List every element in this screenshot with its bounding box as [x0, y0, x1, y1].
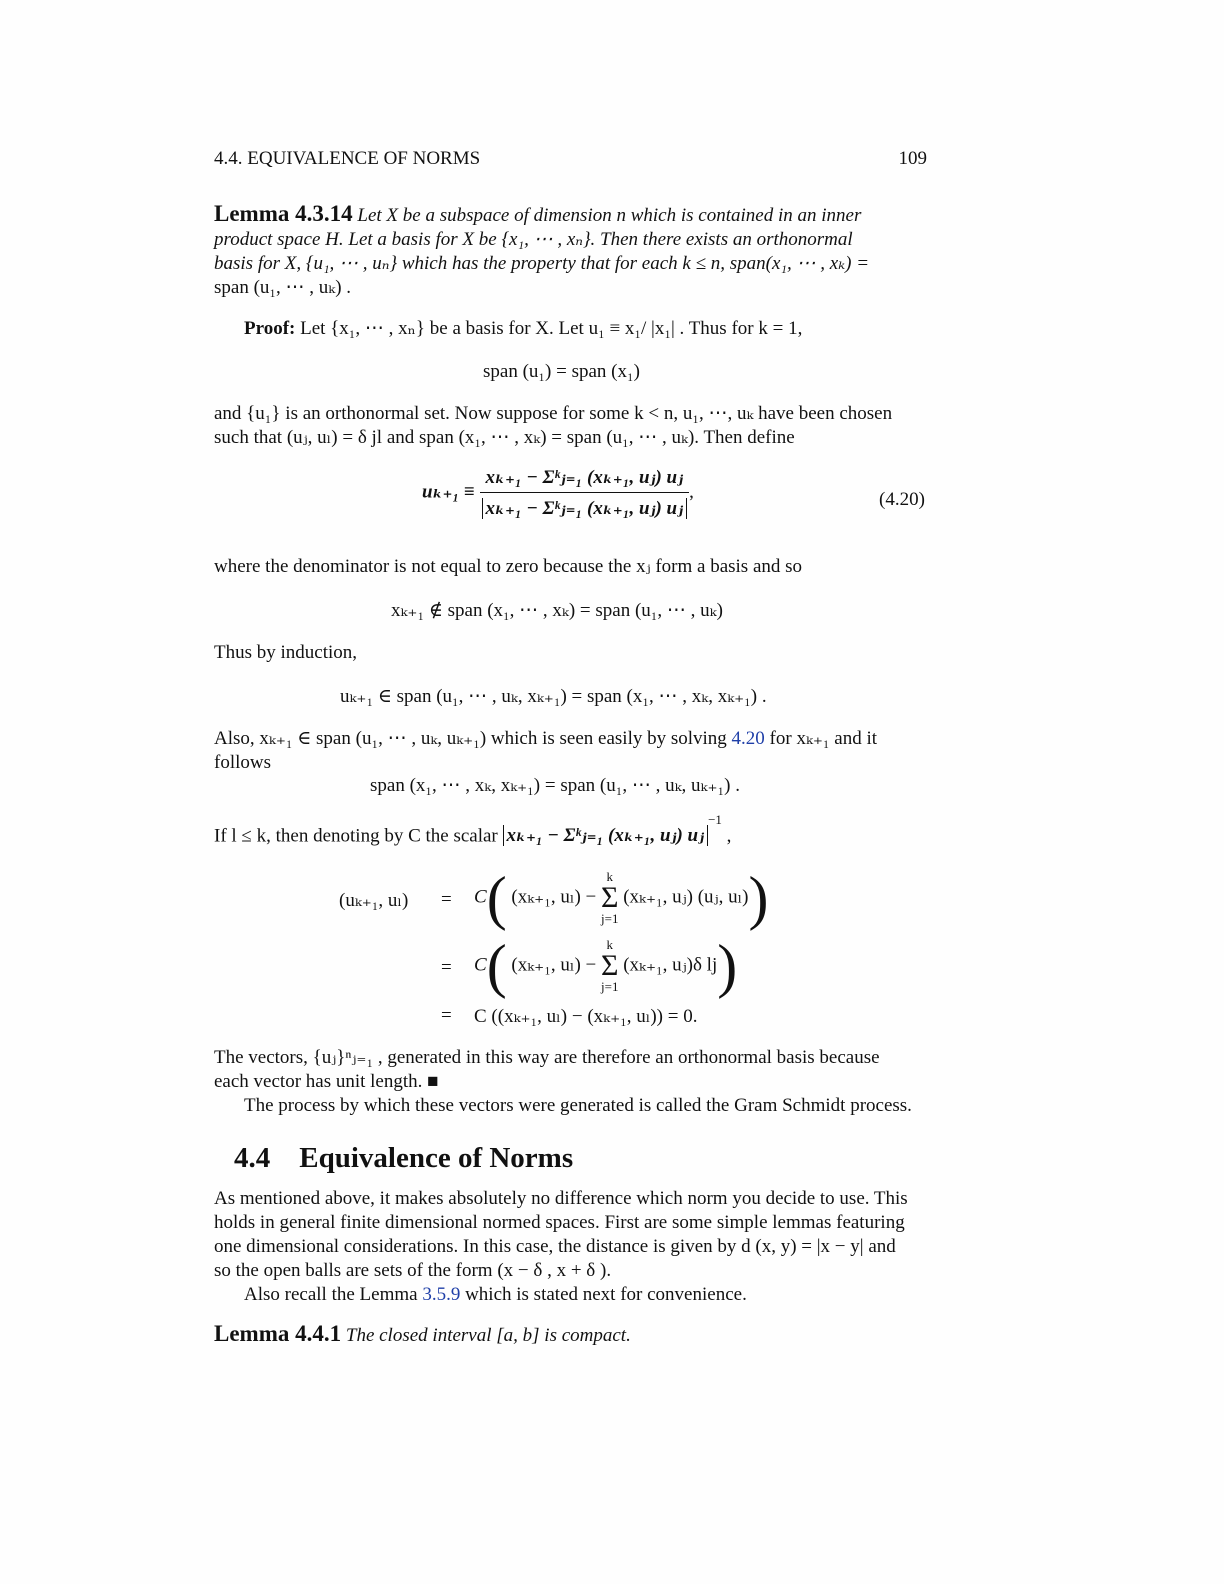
proof-label: Proof: [244, 318, 296, 339]
proof-scalar-line: If l ≤ k, then denoting by C the scalar xₖ₊₁ − Σᵏⱼ₌₁ (xₖ₊₁, uⱼ) uⱼ$^{-1}$ , [214, 812, 732, 847]
eq-denominator: xₖ₊₁ − Σᵏⱼ₌₁ (xₖ₊₁, uⱼ) uⱼ [482, 498, 688, 519]
align-row-2: C( (xₖ₊₁, uₗ) − k Σ j=1 (xₖ₊₁, uⱼ)δ lj) [474, 933, 738, 999]
align-eq-sign: = [441, 889, 452, 910]
text-line: Thus by induction, [214, 642, 358, 663]
align-row-3: C ((xₖ₊₁, uₗ) − (xₖ₊₁, uₗ)) = 0. [474, 1006, 698, 1027]
equation-reference-link[interactable]: 4.20 [731, 728, 765, 749]
text-line: one dimensional considerations. In this case, the distance is given by d (x, y) = |x − y| and [214, 1236, 896, 1257]
text-line: where the denominator is not equal to zero because the xⱼ form a basis and so [214, 556, 803, 577]
text-line: As mentioned above, it makes absolutely no difference which norm you decide to use. This [214, 1188, 908, 1209]
text-segment: Also, xₖ₊₁ ∈ span (u₁, ⋯ , uₖ, uₖ₊₁) which is seen easily by solving [214, 728, 727, 749]
text-line: so the open balls are sets of the form (x − δ , x + δ ). [214, 1260, 612, 1281]
summation: k Σ j=1 [601, 937, 619, 994]
text-line: The process by which these vectors were generated is called the Gram Schmidt process. [244, 1095, 912, 1116]
sum-lower: j=1 [601, 911, 619, 926]
align-term: (xₖ₊₁, uₗ) − [511, 954, 597, 976]
scalar-expression: xₖ₊₁ − Σᵏⱼ₌₁ (xₖ₊₁, uⱼ) uⱼ [503, 825, 709, 846]
align-eq-sign: = [441, 957, 452, 978]
equation-in: uₖ₊₁ ∈ span (u₁, ⋯ , uₖ, xₖ₊₁) = span (x₁, ⋯ , xₖ, xₖ₊₁) . [340, 686, 767, 707]
lemma-text: The closed interval [a, b] is compact. [345, 1325, 631, 1346]
eq-lhs: uₖ₊₁ ≡ [422, 481, 475, 503]
text-segment: for xₖ₊₁ and it [769, 728, 878, 749]
scalar-C: C [474, 886, 487, 908]
text-line: holds in general finite dimensional normed spaces. First are some simple lemmas featuring [214, 1212, 905, 1233]
section-paragraph [214, 1187, 927, 1307]
equation-span2: span (x₁, ⋯ , xₖ, xₖ₊₁) = span (u₁, ⋯ , uₖ, uₖ₊₁) . [370, 775, 740, 796]
text-segment: Also recall the Lemma [244, 1284, 418, 1305]
sum-lower: j=1 [601, 979, 619, 994]
align-row-1: C( (xₖ₊₁, uₗ) − k Σ j=1 (xₖ₊₁, uⱼ) (uⱼ, uₗ)) [474, 865, 769, 931]
lemma-title: Lemma 4.4.1 [214, 1321, 342, 1346]
proof-paragraph [214, 727, 927, 775]
scalar-C: C [474, 954, 487, 976]
proof-conclusion [214, 1046, 927, 1118]
running-header [214, 148, 927, 170]
proof-text: Let {x₁, ⋯ , xₙ} be a basis for X. Let u₁ ≡ x₁/ |x₁| . Thus for k = 1, [300, 318, 803, 339]
text-line: and {u₁} is an orthonormal set. Now suppose for some k < n, u₁, ⋯, uₖ have been chosen [214, 403, 893, 424]
lemma-text-line: Let X be a subspace of dimension n which is contained in an inner [357, 205, 862, 226]
sum-upper: k [606, 869, 613, 884]
eq-fraction [480, 466, 690, 520]
lemma-4-3-14 [214, 202, 927, 300]
text-segment: which is stated next for convenience. [465, 1284, 747, 1305]
exponent: −1 [708, 812, 722, 827]
lemma-text-line: product space H. Let a basis for X be {x₁, ⋯ , xₙ}. Then there exists an orthonormal [214, 229, 853, 250]
lemma-4-4-1 [214, 1322, 927, 1348]
text-line: follows [214, 752, 271, 773]
lemma-text-line: basis for X, {u₁, ⋯ , uₙ} which has the property that for each k ≤ n, span(x₁, ⋯ , xₖ) = [214, 253, 870, 274]
lemma-title: Lemma 4.3.14 [214, 201, 353, 226]
text-segment: If l ≤ k, then denoting by C the scalar [214, 825, 498, 847]
equation-label: (4.20) [879, 489, 925, 510]
align-eq-sign: = [441, 1005, 452, 1026]
page-number: 109 [898, 148, 927, 169]
header-section: 4.4. EQUIVALENCE OF NORMS [214, 148, 481, 169]
align-term: (xₖ₊₁, uₗ) − [511, 886, 597, 908]
qed-symbol: ■ [427, 1071, 439, 1092]
align-lhs: (uₖ₊₁, uₗ) [339, 890, 409, 911]
equation-notin: xₖ₊₁ ∉ span (x₁, ⋯ , xₖ) = span (u₁, ⋯ , uₖ) [391, 600, 723, 621]
text-line: each vector has unit length. [214, 1071, 423, 1092]
text-line: such that (uⱼ, uₗ) = δ jl and span (x₁, ⋯ , xₖ) = span (u₁, ⋯ , uₖ). Then define [214, 427, 795, 448]
eq-numerator: xₖ₊₁ − Σᵏⱼ₌₁ (xₖ₊₁, uⱼ) uⱼ [480, 466, 690, 493]
proof-intro [214, 317, 927, 341]
proof-paragraph [214, 402, 927, 450]
align-term: (xₖ₊₁, uⱼ) (uⱼ, uₗ) [623, 886, 749, 908]
lemma-reference-link[interactable]: 3.5.9 [422, 1284, 461, 1305]
text-line: The vectors, {uⱼ}ⁿⱼ₌₁ , generated in this way are therefore an orthonormal basis because [214, 1047, 880, 1068]
align-term: (xₖ₊₁, uⱼ)δ lj [623, 954, 718, 976]
equation-span-u1: span (u₁) = span (x₁) [483, 361, 640, 382]
equation-4-20: uₖ₊₁ ≡ $\frac{\text{xₖ₊₁ − Σᵏⱼ₌₁ (xₖ₊₁, uⱼ) uⱼ}}{\text{xₖ₊₁ − Σᵏⱼ₌₁ (xₖ₊₁, uⱼ) uⱼ}}$ , [422, 467, 694, 519]
lemma-text-line: span (u₁, ⋯ , uₖ) . [214, 277, 352, 298]
sum-upper: k [606, 937, 613, 952]
section-heading: 4.4 Equivalence of Norms [234, 1142, 574, 1174]
summation: k Σ j=1 [601, 869, 619, 926]
